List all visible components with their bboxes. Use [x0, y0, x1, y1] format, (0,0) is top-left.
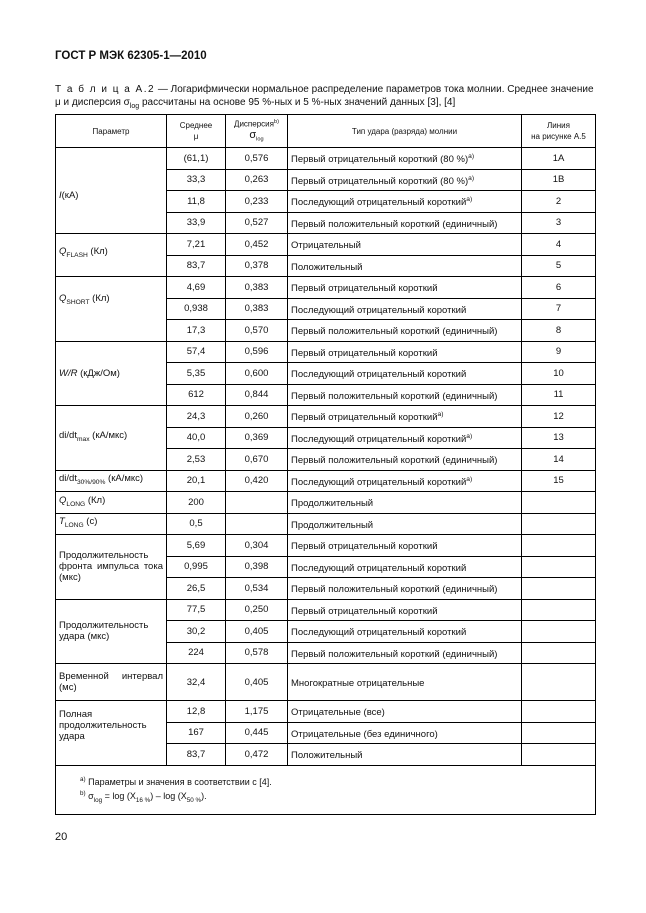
line-cell: 12: [522, 406, 596, 428]
dispersion-cell: 0,445: [226, 722, 288, 744]
header-dispersion-symbol: σ: [249, 128, 257, 141]
line-cell: [522, 513, 596, 535]
param-unit: (кА/мкс): [105, 473, 144, 485]
param-cell: [56, 341, 167, 406]
mean-cell: 17,3: [167, 320, 226, 342]
footnote-a-text: Параметры и значения в соответствии с [4].: [85, 776, 272, 787]
mean-cell: 5,35: [167, 363, 226, 385]
table-row: [56, 513, 596, 535]
type-text: Первый положительный короткий (единичный): [291, 326, 498, 338]
dispersion-cell: 0,383: [226, 277, 288, 299]
caption-label: Т а б л и ц а А.2: [55, 84, 156, 95]
type-cell: [288, 277, 522, 299]
param-cell: [56, 599, 167, 664]
header-mean-symbol: μ: [193, 132, 199, 141]
dispersion-cell: 0,576: [226, 148, 288, 170]
param-unit: (Кл): [89, 293, 110, 304]
dispersion-cell: [226, 492, 288, 514]
type-text: Первый отрицательный короткий: [291, 541, 438, 553]
header-line-label: Линия: [547, 121, 570, 130]
type-note: a): [466, 475, 473, 483]
type-text: Отрицательные (все): [291, 707, 385, 719]
param-symbol: di/dt: [59, 473, 77, 485]
caption-sub: log: [129, 103, 140, 110]
type-note: a): [468, 174, 475, 182]
line-cell: [522, 578, 596, 600]
line-cell: 3: [522, 212, 596, 234]
type-text: Последующий отрицательный короткий: [291, 197, 467, 209]
dispersion-cell: 0,263: [226, 169, 288, 191]
line-cell: [522, 556, 596, 578]
mean-cell: 11,8: [167, 191, 226, 213]
dispersion-cell: 0,369: [226, 427, 288, 449]
table-row: [56, 701, 596, 723]
dispersion-cell: 0,378: [226, 255, 288, 277]
type-text: Последующий отрицательный короткий: [291, 627, 467, 639]
type-text: Многократные отрицательные: [291, 678, 425, 690]
mean-cell: 0,995: [167, 556, 226, 578]
table-footnotes: [56, 765, 596, 815]
param-symbol: W/R: [59, 367, 78, 379]
line-cell: 1B: [522, 169, 596, 191]
footnote-b-eq: = log (X: [102, 790, 136, 801]
param-symbol: Q: [59, 293, 67, 304]
dispersion-cell: 0,452: [226, 234, 288, 256]
param-sub: LONG: [66, 500, 86, 508]
type-text: Последующий отрицательный короткий: [291, 304, 467, 316]
type-text: Первый отрицательный короткий: [291, 605, 438, 617]
dispersion-cell: 0,260: [226, 406, 288, 428]
type-note: a): [466, 196, 473, 204]
line-cell: 7: [522, 298, 596, 320]
mean-cell: 77,5: [167, 599, 226, 621]
type-text: Первый отрицательный короткий (80 %): [291, 154, 469, 166]
dispersion-cell: 0,596: [226, 341, 288, 363]
header-mean-label: Среднее: [179, 121, 213, 130]
header-type-label: Тип удара (разряда) молнии: [351, 126, 458, 136]
type-note: a): [437, 411, 444, 419]
dispersion-cell: 0,420: [226, 470, 288, 492]
dispersion-cell: 0,250: [226, 599, 288, 621]
type-cell: [288, 578, 522, 600]
type-note: a): [466, 432, 473, 440]
mean-cell: 32,4: [167, 664, 226, 701]
type-cell: [288, 363, 522, 385]
table-row: [56, 148, 596, 170]
header-dispersion-sub: log: [256, 136, 264, 143]
line-cell: 4: [522, 234, 596, 256]
mean-cell: 12,8: [167, 701, 226, 723]
type-text: Положительный: [291, 261, 363, 273]
line-cell: 9: [522, 341, 596, 363]
footnote-b-mid: ) – log (X: [150, 790, 187, 801]
param-unit: (с): [83, 516, 98, 528]
mean-cell: 30,2: [167, 621, 226, 643]
param-label: Продолжительность фронта импульса тока (мкс): [59, 550, 163, 584]
line-cell: [522, 535, 596, 557]
type-cell: [288, 642, 522, 664]
param-cell: [56, 664, 167, 701]
type-text: Первый положительный короткий (единичный): [291, 584, 498, 596]
type-text: Продолжительный: [291, 519, 374, 531]
type-text: Первый отрицательный короткий: [291, 412, 438, 424]
mean-cell: 7,21: [167, 234, 226, 256]
param-unit: (кА): [61, 190, 79, 201]
dispersion-cell: 0,578: [226, 642, 288, 664]
line-cell: 5: [522, 255, 596, 277]
header-param-label: Параметр: [92, 126, 130, 136]
type-cell: [288, 744, 522, 766]
mean-cell: 167: [167, 722, 226, 744]
mean-cell: 5,69: [167, 535, 226, 557]
header-param: [56, 115, 167, 148]
type-text: Последующий отрицательный короткий: [291, 369, 467, 381]
dispersion-cell: 0,670: [226, 449, 288, 471]
line-cell: [522, 701, 596, 723]
dispersion-cell: 0,527: [226, 212, 288, 234]
type-text: Первый отрицательный короткий: [291, 347, 438, 359]
type-cell: [288, 722, 522, 744]
mean-cell: 0,938: [167, 298, 226, 320]
line-cell: 11: [522, 384, 596, 406]
param-unit: (кДж/Ом): [77, 367, 120, 379]
type-cell: [288, 599, 522, 621]
header-dispersion: [226, 115, 288, 148]
mean-cell: 0,5: [167, 513, 226, 535]
param-cell: [56, 277, 167, 342]
table-row: [56, 470, 596, 492]
param-sub: max: [76, 436, 90, 444]
param-sub: 30%/90%: [76, 479, 106, 487]
line-cell: [522, 642, 596, 664]
type-cell: [288, 406, 522, 428]
param-cell: [56, 406, 167, 471]
type-cell: [288, 556, 522, 578]
type-cell: [288, 664, 522, 701]
type-text: Положительный: [291, 750, 363, 762]
type-cell: [288, 701, 522, 723]
line-cell: [522, 599, 596, 621]
dispersion-cell: 0,570: [226, 320, 288, 342]
type-text: Последующий отрицательный короткий: [291, 433, 467, 445]
mean-cell: (61,1): [167, 148, 226, 170]
type-cell: [288, 234, 522, 256]
footnote-b-sigma: σ: [85, 790, 94, 801]
dispersion-cell: 0,398: [226, 556, 288, 578]
table-header-row: [56, 115, 596, 148]
mean-cell: 33,9: [167, 212, 226, 234]
line-cell: [522, 664, 596, 701]
line-cell: 15: [522, 470, 596, 492]
footnote-a-mark: a): [80, 775, 86, 783]
param-unit: (Кл): [87, 246, 108, 257]
caption-text-part1: — Логарифмически нормальное распределение параметров тока молнии. Среднее значение μ и дисперсия σ: [55, 84, 594, 108]
type-cell: [288, 169, 522, 191]
dispersion-cell: 0,844: [226, 384, 288, 406]
header-type: [288, 115, 522, 148]
type-text: Продолжительный: [291, 498, 374, 510]
type-cell: [288, 298, 522, 320]
dispersion-cell: 0,472: [226, 744, 288, 766]
type-cell: [288, 341, 522, 363]
type-cell: [288, 621, 522, 643]
type-cell: [288, 191, 522, 213]
header-line-label2: на рисунке А.5: [531, 132, 586, 141]
param-sub: SHORT: [66, 298, 90, 306]
table-row: [56, 492, 596, 514]
dispersion-cell: 0,304: [226, 535, 288, 557]
type-text: Первый отрицательный короткий (80 %): [291, 175, 469, 187]
param-symbol: I: [59, 190, 62, 201]
type-cell: [288, 513, 522, 535]
footnote-row: [56, 765, 596, 815]
mean-cell: 26,5: [167, 578, 226, 600]
footnote-b-sub: log: [93, 796, 103, 804]
line-cell: 8: [522, 320, 596, 342]
type-cell: [288, 535, 522, 557]
type-cell: [288, 427, 522, 449]
param-sub: FLASH: [66, 251, 88, 259]
param-cell: [56, 470, 167, 492]
dispersion-cell: 0,383: [226, 298, 288, 320]
mean-cell: 4,69: [167, 277, 226, 299]
type-cell: [288, 449, 522, 471]
footnote-b-mark: b): [80, 789, 86, 797]
dispersion-cell: 0,405: [226, 664, 288, 701]
param-label: Продолжительность удара (мкс): [59, 620, 149, 643]
footnote-b-sub: 50 %: [186, 796, 202, 804]
line-cell: [522, 621, 596, 643]
type-text: Последующий отрицательный короткий: [291, 476, 467, 488]
param-label: Полная продолжительность удара: [59, 709, 147, 742]
mean-cell: 20,1: [167, 470, 226, 492]
param-cell: [56, 513, 167, 535]
dispersion-cell: 0,233: [226, 191, 288, 213]
footnote-b: [80, 788, 591, 806]
mean-cell: 200: [167, 492, 226, 514]
mean-cell: 612: [167, 384, 226, 406]
param-cell: [56, 701, 167, 766]
param-unit: (Кл): [85, 494, 106, 506]
param-label: Временной интервал (мс): [59, 671, 163, 693]
table-caption: [55, 83, 595, 113]
header-line: [522, 115, 596, 148]
type-text: Первый положительный короткий (единичный): [291, 648, 498, 660]
line-cell: 1A: [522, 148, 596, 170]
page-number: 20: [55, 831, 68, 843]
footnote-b-sub: 16 %: [135, 796, 151, 804]
param-symbol: Q: [59, 494, 67, 506]
table-row: [56, 664, 596, 701]
line-cell: [522, 492, 596, 514]
dispersion-cell: 0,405: [226, 621, 288, 643]
type-text: Отрицательный: [291, 240, 361, 252]
footnote-a: [80, 774, 591, 788]
header-dispersion-label: Дисперсия: [234, 119, 274, 129]
param-cell: [56, 492, 167, 514]
mean-cell: 224: [167, 642, 226, 664]
header-mean: [167, 115, 226, 148]
table-row: [56, 599, 596, 621]
header-dispersion-note: b): [273, 118, 279, 125]
param-sub: LONG: [64, 522, 84, 530]
type-cell: [288, 320, 522, 342]
type-cell: [288, 148, 522, 170]
table-row: [56, 341, 596, 363]
mean-cell: 2,53: [167, 449, 226, 471]
footnote-b-end: ).: [201, 790, 207, 801]
table-row: [56, 277, 596, 299]
caption-text-part2: рассчитаны на основе 95 %-ных и 5 %-ных значений данных [3], [4]: [139, 97, 456, 108]
param-symbol: T: [59, 516, 65, 528]
table-row: [56, 406, 596, 428]
mean-cell: 24,3: [167, 406, 226, 428]
dispersion-cell: 0,600: [226, 363, 288, 385]
line-cell: [522, 722, 596, 744]
dispersion-cell: [226, 513, 288, 535]
mean-cell: 83,7: [167, 255, 226, 277]
dispersion-cell: 0,534: [226, 578, 288, 600]
table-row: [56, 234, 596, 256]
line-cell: 2: [522, 191, 596, 213]
line-cell: 13: [522, 427, 596, 449]
line-cell: 14: [522, 449, 596, 471]
param-cell: [56, 234, 167, 277]
type-cell: [288, 255, 522, 277]
type-text: Первый положительный короткий (единичный): [291, 455, 498, 467]
mean-cell: 33,3: [167, 169, 226, 191]
document-header: ГОСТ Р МЭК 62305-1—2010: [55, 50, 207, 62]
type-cell: [288, 212, 522, 234]
line-cell: [522, 744, 596, 766]
line-cell: 6: [522, 277, 596, 299]
type-text: Последующий отрицательный короткий: [291, 562, 467, 574]
lightning-parameters-table: [55, 114, 596, 815]
type-cell: [288, 492, 522, 514]
type-text: Первый отрицательный короткий: [291, 283, 438, 295]
type-text: Первый положительный короткий (единичный): [291, 218, 498, 230]
mean-cell: 83,7: [167, 744, 226, 766]
type-text: Отрицательные (без единичного): [291, 728, 438, 740]
param-symbol: Q: [59, 246, 67, 257]
dispersion-cell: 1,175: [226, 701, 288, 723]
table-row: [56, 535, 596, 557]
param-cell: [56, 535, 167, 600]
param-cell: [56, 148, 167, 234]
mean-cell: 40,0: [167, 427, 226, 449]
param-unit: (кА/мкс): [89, 430, 128, 442]
mean-cell: 57,4: [167, 341, 226, 363]
param-symbol: di/dt: [59, 430, 77, 442]
type-text: Первый положительный короткий (единичный): [291, 390, 498, 402]
type-cell: [288, 384, 522, 406]
line-cell: 10: [522, 363, 596, 385]
type-cell: [288, 470, 522, 492]
type-note: a): [468, 153, 475, 161]
